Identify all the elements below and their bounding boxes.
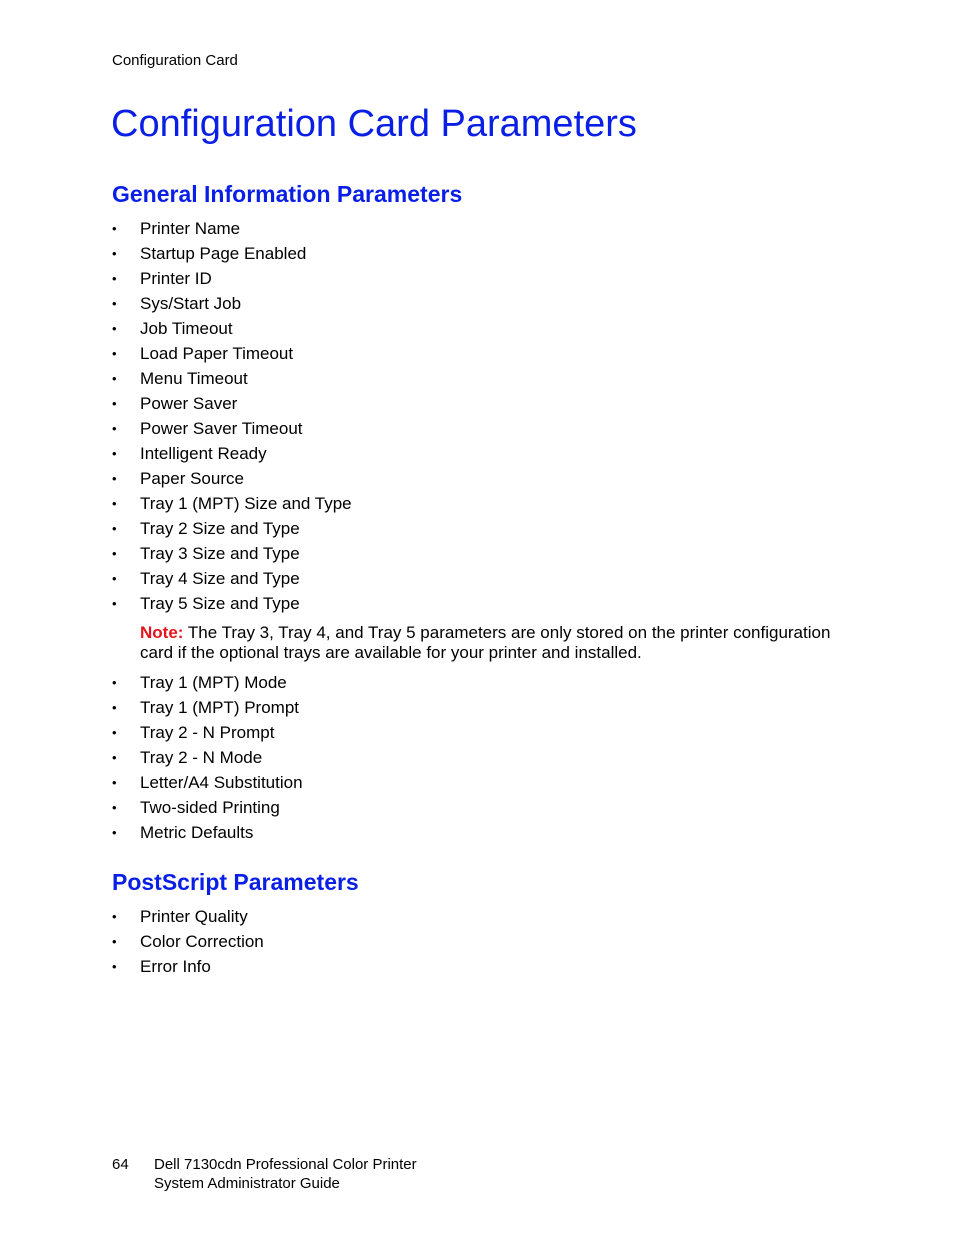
list-item-label: Metric Defaults <box>140 823 254 842</box>
list-item <box>112 770 303 795</box>
bullet-icon: • <box>112 321 117 336</box>
list-item-label: Power Saver <box>140 394 238 413</box>
list-item <box>112 266 352 291</box>
list-item <box>112 795 303 820</box>
list-item <box>112 291 352 316</box>
list-item-label: Tray 3 Size and Type <box>140 544 300 563</box>
list-item <box>112 745 303 770</box>
bullet-icon: • <box>112 446 117 461</box>
list-item-label: Power Saver Timeout <box>140 419 303 438</box>
list-item-label: Paper Source <box>140 469 244 488</box>
list-item-label: Error Info <box>140 957 211 976</box>
note-label: Note: <box>140 623 184 642</box>
list-item <box>112 929 264 954</box>
list-item <box>112 491 352 516</box>
footer-title-line-1: Dell 7130cdn Professional Color Printer <box>154 1156 417 1173</box>
list-item <box>112 466 352 491</box>
running-header: Configuration Card <box>112 52 238 69</box>
bullet-icon: • <box>112 471 117 486</box>
list-item <box>112 591 352 616</box>
list-item-label: Color Correction <box>140 932 264 951</box>
bullet-icon: • <box>112 571 117 586</box>
footer-document-title <box>154 1155 417 1193</box>
tray-note <box>140 623 845 663</box>
bullet-icon: • <box>112 800 117 815</box>
list-item <box>112 516 352 541</box>
list-item <box>112 954 264 979</box>
list-item-label: Tray 1 (MPT) Mode <box>140 673 287 692</box>
bullet-icon: • <box>112 496 117 511</box>
bullet-icon: • <box>112 296 117 311</box>
list-item-label: Load Paper Timeout <box>140 344 294 363</box>
general-parameters-list-continued <box>112 670 303 845</box>
list-item <box>112 695 303 720</box>
list-item <box>112 670 303 695</box>
list-item <box>112 341 352 366</box>
list-item-label: Menu Timeout <box>140 369 248 388</box>
list-item-label: Tray 1 (MPT) Size and Type <box>140 494 352 513</box>
bullet-icon: • <box>112 675 117 690</box>
list-item <box>112 241 352 266</box>
bullet-icon: • <box>112 246 117 261</box>
bullet-icon: • <box>112 371 117 386</box>
list-item <box>112 216 352 241</box>
footer-title-line-2: System Administrator Guide <box>154 1175 340 1192</box>
bullet-icon: • <box>112 346 117 361</box>
bullet-icon: • <box>112 934 117 949</box>
postscript-parameters-list <box>112 904 264 979</box>
bullet-icon: • <box>112 700 117 715</box>
list-item <box>112 820 303 845</box>
list-item-label: Tray 2 Size and Type <box>140 519 300 538</box>
list-item-label: Tray 2 - N Prompt <box>140 723 275 742</box>
list-item <box>112 566 352 591</box>
general-parameters-list <box>112 216 352 616</box>
bullet-icon: • <box>112 521 117 536</box>
bullet-icon: • <box>112 959 117 974</box>
bullet-icon: • <box>112 221 117 236</box>
section-heading-postscript: PostScript Parameters <box>112 869 359 895</box>
list-item <box>112 720 303 745</box>
bullet-icon: • <box>112 596 117 611</box>
list-item-label: Tray 4 Size and Type <box>140 569 300 588</box>
bullet-icon: • <box>112 421 117 436</box>
bullet-icon: • <box>112 396 117 411</box>
note-text: The Tray 3, Tray 4, and Tray 5 parameters are only stored on the printer configuration card if the optional trays are available for your printer and installed. <box>140 623 831 662</box>
list-item-label: Intelligent Ready <box>140 444 267 463</box>
bullet-icon: • <box>112 825 117 840</box>
list-item-label: Job Timeout <box>140 319 233 338</box>
list-item <box>112 316 352 341</box>
bullet-icon: • <box>112 775 117 790</box>
footer-page-number: 64 <box>112 1156 129 1173</box>
list-item-label: Printer Name <box>140 219 241 238</box>
list-item-label: Tray 5 Size and Type <box>140 594 300 613</box>
bullet-icon: • <box>112 909 117 924</box>
list-item-label: Two-sided Printing <box>140 798 280 817</box>
list-item-label: Tray 1 (MPT) Prompt <box>140 698 299 717</box>
list-item-label: Printer Quality <box>140 907 248 926</box>
bullet-icon: • <box>112 271 117 286</box>
page-title: Configuration Card Parameters <box>111 103 637 145</box>
list-item-label: Sys/Start Job <box>140 294 242 313</box>
list-item-label: Tray 2 - N Mode <box>140 748 263 767</box>
bullet-icon: • <box>112 725 117 740</box>
list-item <box>112 541 352 566</box>
list-item <box>112 904 264 929</box>
list-item-label: Printer ID <box>140 269 212 288</box>
list-item <box>112 441 352 466</box>
section-heading-general: General Information Parameters <box>112 181 463 207</box>
bullet-icon: • <box>112 750 117 765</box>
bullet-icon: • <box>112 546 117 561</box>
list-item <box>112 366 352 391</box>
list-item <box>112 416 352 441</box>
list-item <box>112 391 352 416</box>
list-item-label: Letter/A4 Substitution <box>140 773 303 792</box>
list-item-label: Startup Page Enabled <box>140 244 307 263</box>
